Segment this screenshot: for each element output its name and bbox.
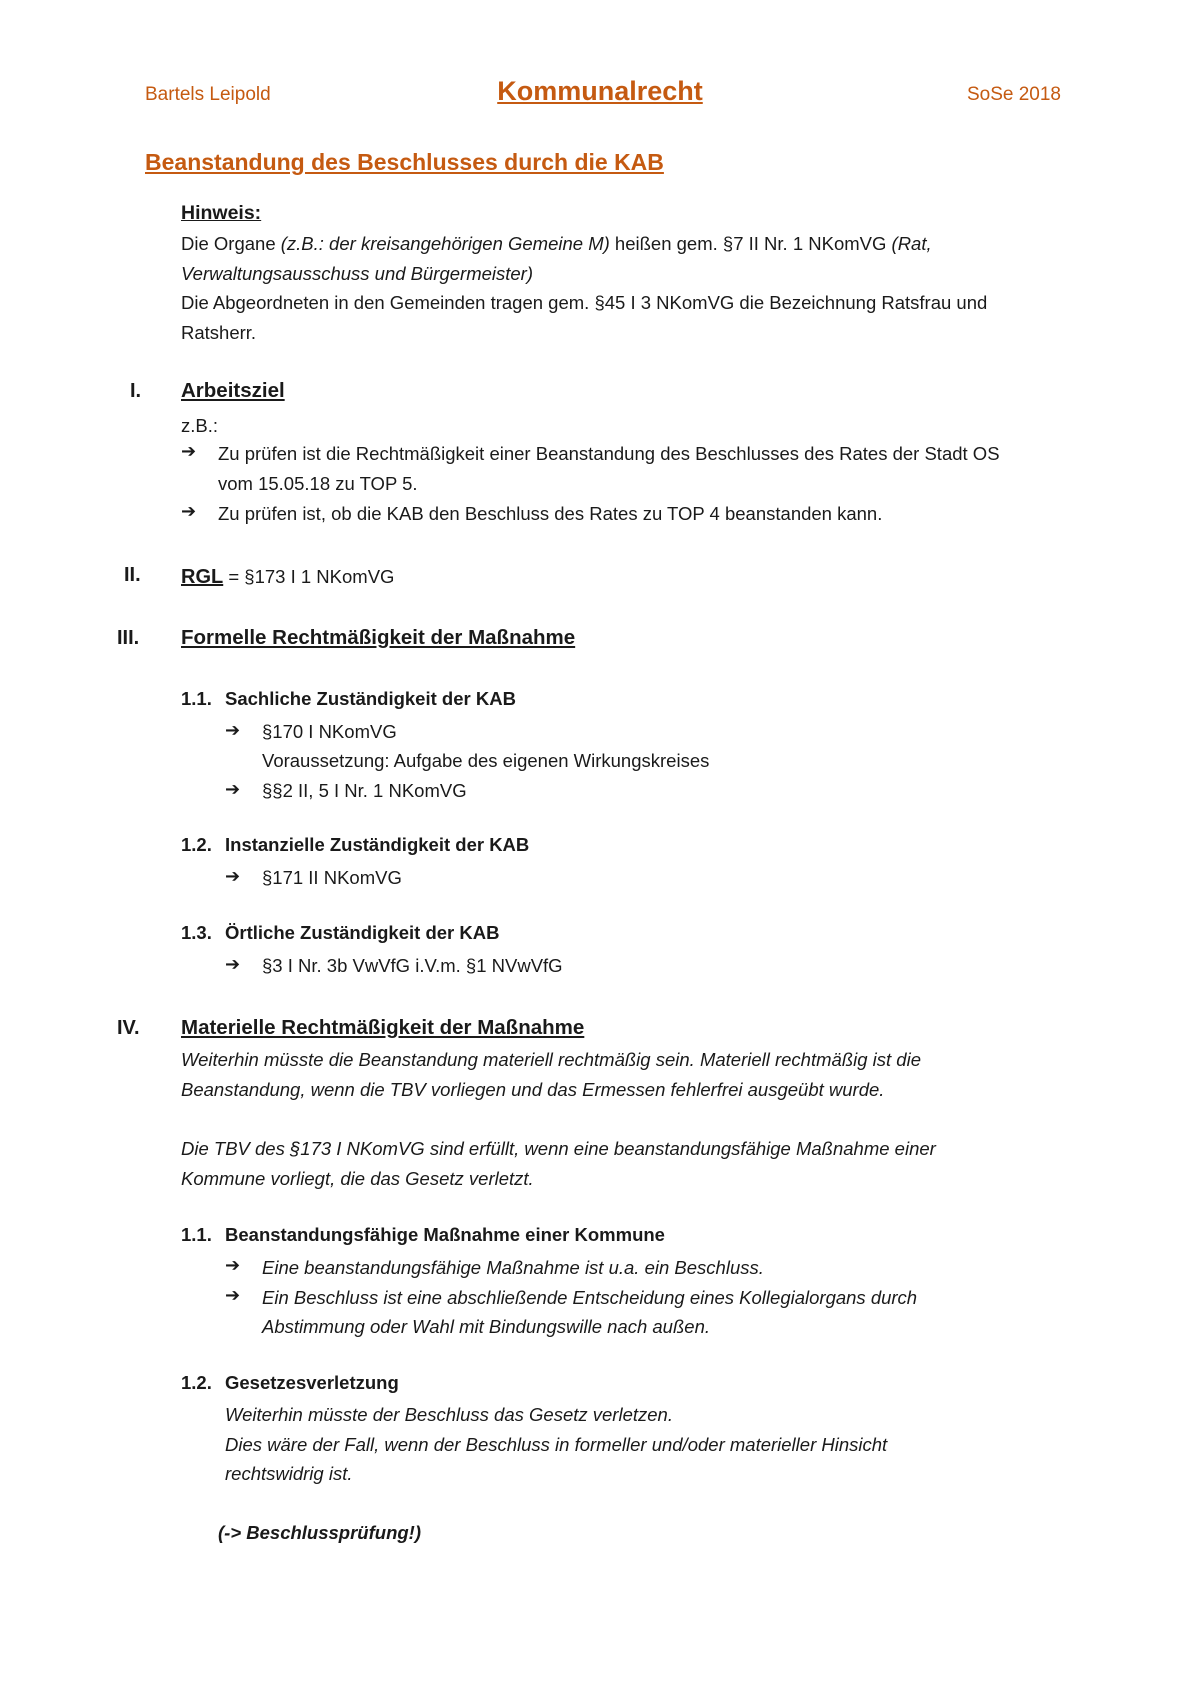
sachliche-bullet-1-cont: Voraussetzung: Aufgabe des eigenen Wirkungskreises — [262, 750, 710, 771]
gesetzesverletzung-line-1: Weiterhin müsste der Beschluss das Gesetz verletzen. — [225, 1404, 673, 1425]
subsection-title-beanstandungsfaehig: Beanstandungsfähige Maßnahme einer Kommune — [225, 1224, 665, 1245]
beanstandungsfaehig-bullet-2: Ein Beschluss ist eine abschließende Entscheidung eines Kollegialorgans durch — [262, 1287, 918, 1308]
right-arrow-icon: ➔ — [181, 501, 197, 521]
beanstandungsfaehig-bullet-1: Eine beanstandungsfähige Maßnahme ist u.a. ein Beschluss. — [262, 1257, 764, 1278]
hinweis-line-4: Ratsherr. — [181, 322, 257, 343]
gesetzesverletzung-line-2: Dies wäre der Fall, wenn der Beschluss in formeller und/oder materieller Hinsicht — [225, 1434, 888, 1455]
right-arrow-icon: ➔ — [225, 720, 241, 740]
arbeitsziel-bullet-2: Zu prüfen ist, ob die KAB den Beschluss des Rates zu TOP 4 beanstanden kann. — [218, 503, 883, 524]
document-title: Beanstandung des Beschlusses durch die KAB — [145, 149, 664, 175]
subsection-number: 1.2. — [181, 834, 212, 855]
subsection-title-gesetzesverletzung: Gesetzesverletzung — [225, 1372, 399, 1393]
subsection-number: 1.2. — [181, 1372, 212, 1393]
section-rgl — [181, 562, 394, 592]
hinweis-text: Die Organe — [181, 233, 281, 254]
materielle-p2-line-2: Kommune vorliegt, die das Gesetz verletzt. — [181, 1168, 534, 1189]
hinweis-line-2: Verwaltungsausschuss und Bürgermeister) — [181, 263, 534, 284]
section-numeral-iii: III. — [117, 627, 140, 649]
oertliche-bullet-1: §3 I Nr. 3b VwVfG i.V.m. §1 NVwVfG — [262, 955, 563, 976]
section-heading-arbeitsziel: Arbeitsziel — [181, 379, 285, 402]
subsection-number: 1.1. — [181, 1224, 212, 1245]
header-title: Kommunalrecht — [497, 76, 703, 106]
right-arrow-icon: ➔ — [181, 441, 197, 461]
header-semester: SoSe 2018 — [966, 84, 1061, 105]
gesetzesverletzung-line-3: rechtswidrig ist. — [225, 1463, 353, 1484]
materielle-p2-line-1: Die TBV des §173 I NKomVG sind erfüllt, wenn eine beanstandungsfähige Maßnahme einer — [181, 1138, 936, 1159]
beschlusspruefung-note: (-> Beschlussprüfung!) — [218, 1522, 421, 1543]
section-heading-formelle: Formelle Rechtmäßigkeit der Maßnahme — [181, 626, 576, 649]
materielle-p1-line-2: Beanstandung, wenn die TBV vorliegen und das Ermessen fehlerfrei ausgeübt wurde. — [181, 1079, 885, 1100]
subsection-number: 1.1. — [181, 688, 212, 709]
subsection-number: 1.3. — [181, 922, 212, 943]
hinweis-italic: (Rat, — [891, 233, 932, 254]
arbeitsziel-zb: z.B.: — [181, 415, 219, 436]
hinweis-line-3: Die Abgeordneten in den Gemeinden tragen gem. §45 I 3 NKomVG die Bezeichnung Ratsfrau und — [181, 292, 988, 313]
hinweis-heading: Hinweis: — [181, 202, 262, 224]
hinweis-text: heißen gem. §7 II Nr. 1 NKomVG — [609, 233, 892, 254]
right-arrow-icon: ➔ — [225, 866, 241, 886]
arbeitsziel-bullet-1-cont: vom 15.05.18 zu TOP 5. — [218, 473, 418, 494]
hinweis-italic: (z.B.: der kreisangehörigen Gemeine M) — [280, 233, 610, 254]
hinweis-line-1 — [181, 229, 932, 258]
section-heading-materielle: Materielle Rechtmäßigkeit der Maßnahme — [181, 1016, 585, 1039]
materielle-p1-line-1: Weiterhin müsste die Beanstandung materiell rechtmäßig sein. Materiell rechtmäßig ist die — [181, 1049, 921, 1070]
subsection-title-oertliche: Örtliche Zuständigkeit der KAB — [225, 922, 500, 943]
subsection-title-instanzielle: Instanzielle Zuständigkeit der KAB — [225, 834, 530, 855]
right-arrow-icon: ➔ — [225, 1285, 241, 1305]
right-arrow-icon: ➔ — [225, 954, 241, 974]
header-authors: Bartels Leipold — [145, 84, 271, 105]
section-numeral-ii: II. — [124, 564, 141, 586]
right-arrow-icon: ➔ — [225, 779, 241, 799]
right-arrow-icon: ➔ — [225, 1255, 241, 1275]
section-numeral-iv: IV. — [117, 1017, 140, 1039]
arbeitsziel-bullet-1: Zu prüfen ist die Rechtmäßigkeit einer Beanstandung des Beschlusses des Rates der Stadt OS — [218, 443, 1000, 464]
section-heading-rgl: RGL — [181, 566, 224, 588]
sachliche-bullet-1: §170 I NKomVG — [262, 721, 397, 742]
subsection-title-sachliche: Sachliche Zuständigkeit der KAB — [225, 688, 516, 709]
instanzielle-bullet-1: §171 II NKomVG — [262, 867, 402, 888]
beanstandungsfaehig-bullet-2-cont: Abstimmung oder Wahl mit Bindungswille nach außen. — [262, 1316, 710, 1337]
sachliche-bullet-2: §§2 II, 5 I Nr. 1 NKomVG — [262, 780, 467, 801]
rgl-text: = §173 I 1 NKomVG — [223, 566, 395, 587]
section-numeral-i: I. — [130, 380, 142, 402]
